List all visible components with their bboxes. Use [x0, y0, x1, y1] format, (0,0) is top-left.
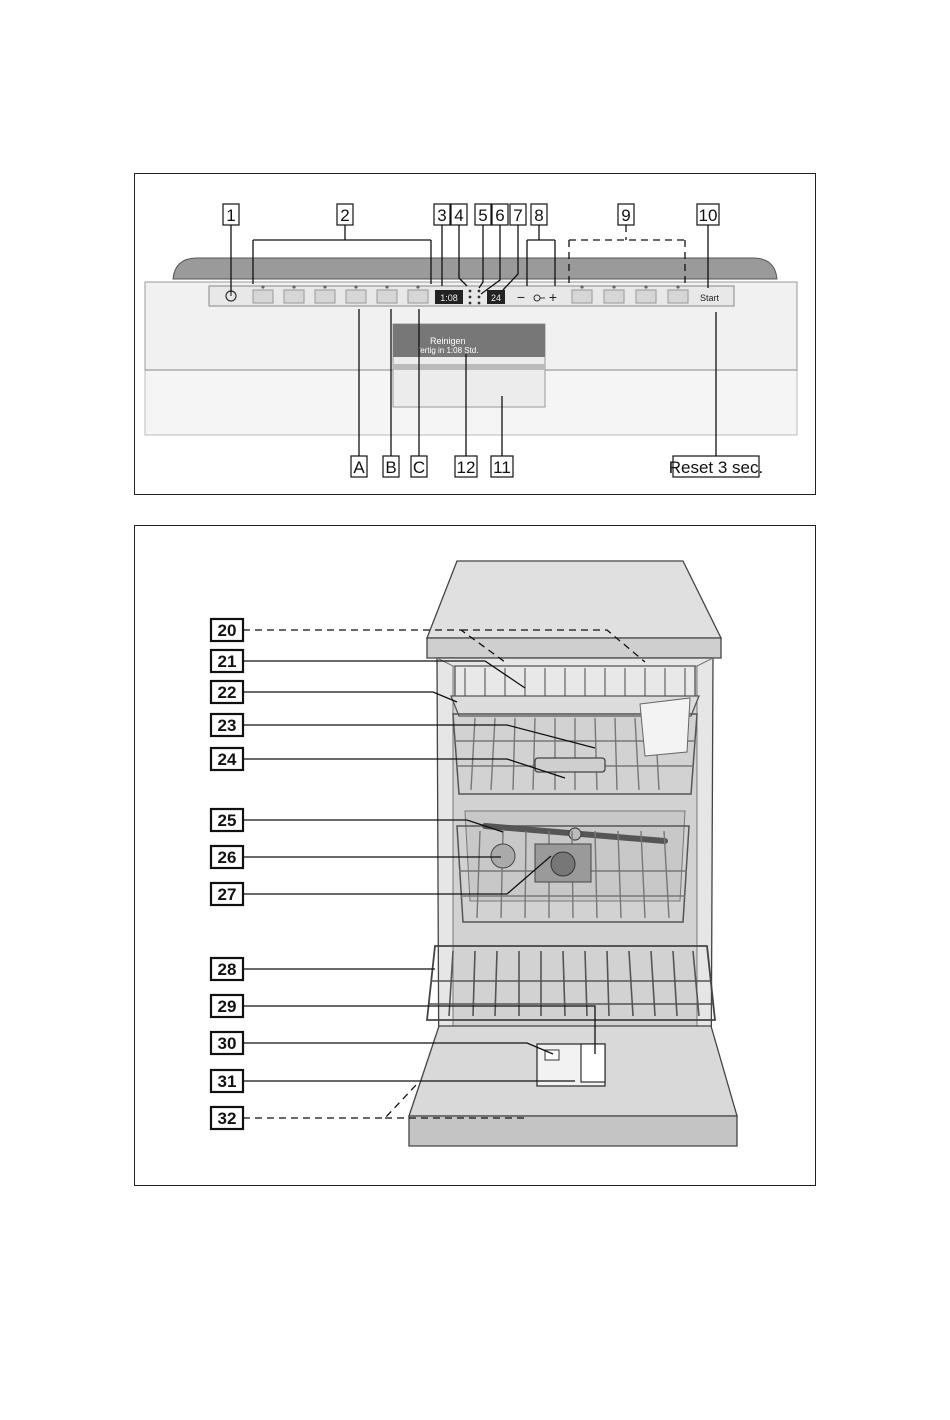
callout-reset — [669, 456, 764, 477]
program-button[interactable] — [315, 290, 335, 303]
door-top-edge — [173, 258, 777, 279]
svg-text:10: 10 — [698, 206, 718, 225]
option-button[interactable] — [668, 290, 688, 303]
svg-text:27: 27 — [217, 885, 237, 904]
cup-shelf — [640, 698, 690, 756]
callout-20 — [211, 619, 243, 641]
callout-22 — [211, 681, 243, 703]
callout-C — [411, 456, 427, 477]
callout-27 — [211, 883, 243, 905]
svg-text:28: 28 — [217, 960, 237, 979]
svg-text:26: 26 — [217, 848, 237, 867]
cutlery-drawer — [455, 666, 695, 698]
svg-text:3: 3 — [437, 206, 447, 225]
svg-text:A: A — [353, 458, 365, 477]
callout-5 — [475, 204, 491, 225]
callout-28 — [211, 958, 243, 980]
upper-spray-arm — [535, 758, 605, 772]
callout-1 — [223, 204, 239, 225]
svg-text:1: 1 — [226, 206, 236, 225]
callout-B — [383, 456, 399, 477]
svg-text:11: 11 — [493, 458, 511, 477]
program-button[interactable] — [346, 290, 366, 303]
plus-button[interactable]: + — [548, 289, 558, 305]
svg-text:B: B — [385, 458, 397, 477]
small-display-value: 24 — [490, 293, 502, 303]
callout-30 — [211, 1032, 243, 1054]
worktop — [427, 561, 721, 638]
svg-text:20: 20 — [217, 621, 237, 640]
program-button[interactable] — [253, 290, 273, 303]
control-panel-drawing — [135, 174, 815, 494]
option-button[interactable] — [636, 290, 656, 303]
callout-11 — [491, 456, 513, 477]
callout-7 — [510, 204, 526, 225]
callout-2 — [337, 204, 353, 225]
svg-text:30: 30 — [217, 1034, 237, 1053]
program-button[interactable] — [408, 290, 428, 303]
callout-8 — [531, 204, 547, 225]
svg-text:2: 2 — [340, 206, 350, 225]
svg-text:31: 31 — [217, 1072, 237, 1091]
callout-12 — [455, 456, 477, 477]
minus-button[interactable]: − — [516, 289, 526, 305]
svg-text:6: 6 — [495, 206, 505, 225]
svg-text:4: 4 — [454, 206, 464, 225]
option-button[interactable] — [604, 290, 624, 303]
option-button[interactable] — [572, 290, 592, 303]
callout-32 — [211, 1107, 243, 1129]
front-display-line2: fertig in 1:08 Std. — [418, 346, 479, 355]
time-display-value: 1:08 — [440, 293, 458, 303]
program-button[interactable] — [377, 290, 397, 303]
callout-24 — [211, 748, 243, 770]
svg-text:C: C — [412, 458, 426, 477]
svg-text:32: 32 — [217, 1109, 237, 1128]
svg-text:24: 24 — [217, 750, 237, 769]
callout-26 — [211, 846, 243, 868]
callout-31 — [211, 1070, 243, 1092]
callout-9 — [618, 204, 634, 225]
svg-text:29: 29 — [217, 997, 237, 1016]
dishwasher-interior-drawing — [135, 526, 815, 1185]
program-button[interactable] — [284, 290, 304, 303]
salt-container — [491, 844, 515, 868]
svg-text:9: 9 — [621, 206, 631, 225]
callout-10 — [697, 204, 719, 225]
callout-25 — [211, 809, 243, 831]
svg-text:21: 21 — [217, 652, 237, 671]
callout-4 — [451, 204, 467, 225]
svg-text:8: 8 — [534, 206, 544, 225]
svg-text:25: 25 — [217, 811, 237, 830]
svg-text:22: 22 — [217, 683, 237, 702]
callout-23 — [211, 714, 243, 736]
callout-A — [351, 456, 367, 477]
callout-6 — [492, 204, 508, 225]
callout-21 — [211, 650, 243, 672]
start-button[interactable]: Start — [700, 293, 720, 303]
svg-text:12: 12 — [456, 458, 476, 477]
control-panel-figure — [134, 173, 816, 495]
callout-29 — [211, 995, 243, 1017]
svg-text:Reset 3 sec.: Reset 3 sec. — [668, 458, 764, 477]
callout-3 — [434, 204, 450, 225]
front-display-line1: Reinigen — [430, 336, 466, 346]
svg-text:7: 7 — [513, 206, 523, 225]
svg-text:5: 5 — [478, 206, 488, 225]
svg-text:23: 23 — [217, 716, 237, 735]
interior-figure — [134, 525, 816, 1186]
